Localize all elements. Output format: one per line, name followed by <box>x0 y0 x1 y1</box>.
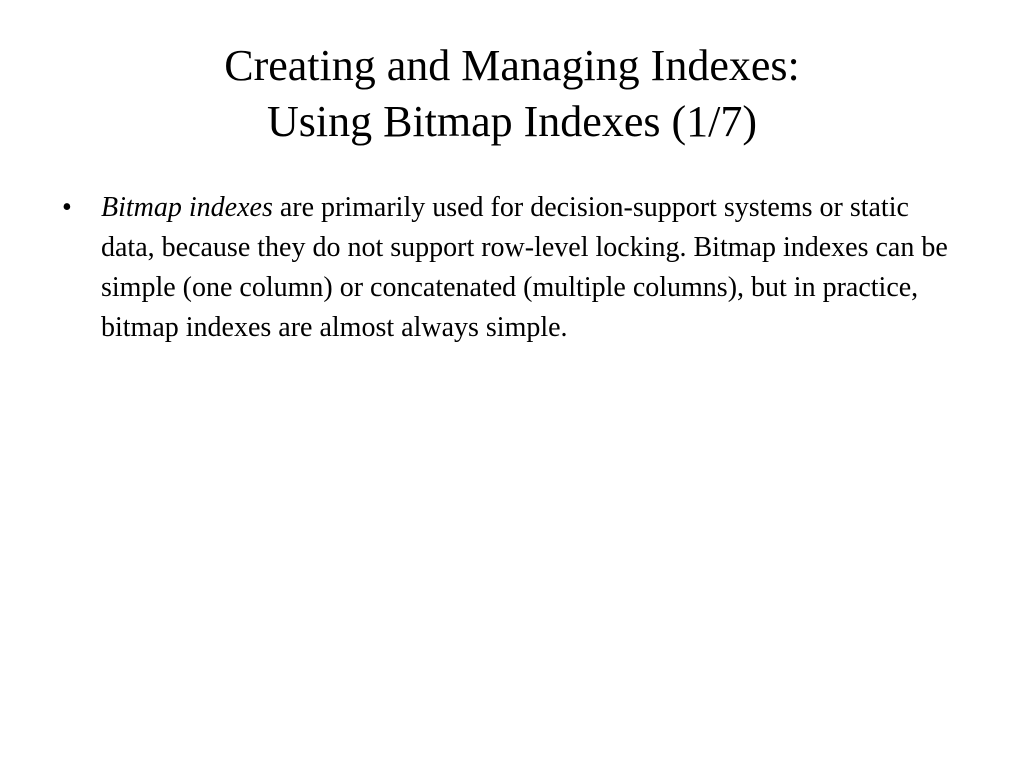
title-line-1: Creating and Managing Indexes: <box>224 41 800 90</box>
bullet-list <box>62 188 962 348</box>
bullet-item <box>62 188 962 348</box>
bullet-marker: • <box>62 192 72 223</box>
bullet-text: are primarily used for decision-support systems or static data, because they do not support row-level locking. Bitmap indexes can be simple (one column) or concatenated (multiple columns), but in practice, bitmap indexes are almost always simple. <box>101 192 948 343</box>
bullet-italic-term: Bitmap indexes <box>101 192 273 223</box>
title-line-2: Using Bitmap Indexes (1/7) <box>266 97 758 146</box>
slide-title <box>60 38 964 150</box>
